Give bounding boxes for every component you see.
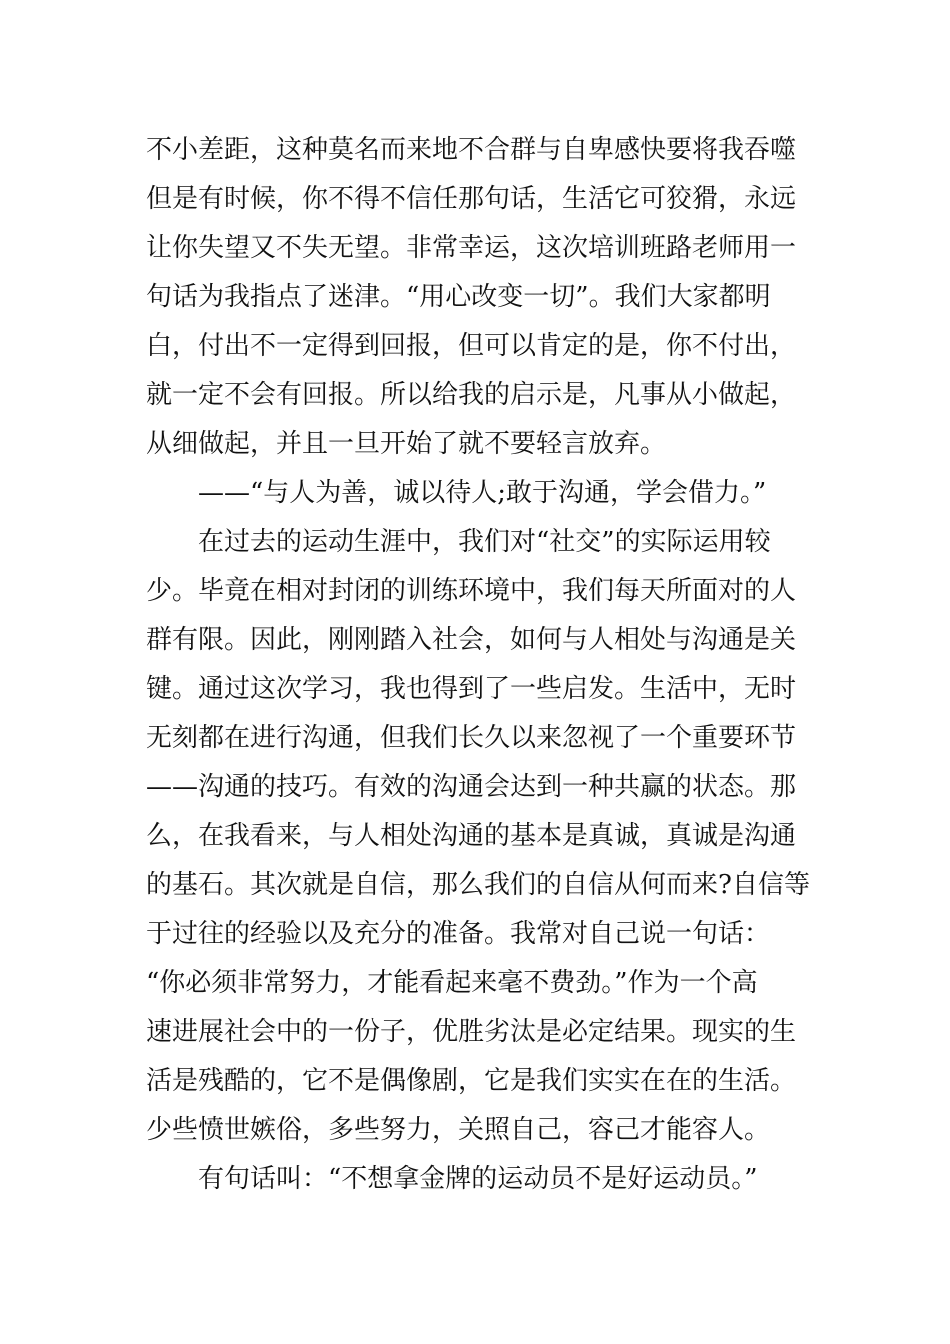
text-line: 就一定不会有回报。所以给我的启示是，凡事从小做起， (146, 380, 797, 410)
text-line: 少些愤世嫉俗，多些努力，关照自己，容己才能容人。 (146, 1115, 771, 1145)
text-line: 活是残酷的，它不是偶像剧，它是我们实实在在的生活。 (146, 1066, 797, 1096)
text-line: 不小差距，这种莫名而来地不合群与自卑感快要将我吞噬 (146, 135, 797, 165)
text-line: 无刻都在进行沟通，但我们长久以来忽视了一个重要环节 (146, 723, 797, 753)
text-line: 少。毕竟在相对封闭的训练环境中，我们每天所面对的人 (146, 576, 797, 606)
text-line: 么，在我看来，与人相处沟通的基本是真诚，真诚是沟通 (146, 821, 797, 851)
text-line: ——沟通的技巧。有效的沟通会达到一种共赢的状态。那 (146, 772, 797, 802)
paragraph-3 (146, 1155, 816, 1204)
text-line: 群有限。因此，刚刚踏入社会，如何与人相处与沟通是关 (146, 625, 797, 655)
text-line: 在过去的运动生涯中，我们对“社交”的实际运用较 (198, 527, 771, 557)
text-line: 于过往的经验以及充分的准备。我常对自己说一句话： (146, 919, 771, 949)
text-line: 键。通过这次学习，我也得到了一些启发。生活中，无时 (146, 674, 797, 704)
text-line: 速进展社会中的一份子，优胜劣汰是必定结果。现实的生 (146, 1017, 797, 1047)
text-line: 但是有时候，你不得不信任那句话，生活它可狡猾，永远 (146, 184, 797, 214)
text-line: 句话为我指点了迷津。“用心改变一切”。我们大家都明 (146, 282, 771, 312)
text-line: 有句话叫：“不想拿金牌的运动员不是好运动员。” (198, 1164, 758, 1194)
section-heading-quote: ——“与人为善，诚以待人;敢于沟通，学会借力。” (198, 478, 767, 508)
text-line: 的基石。其次就是自信，那么我们的自信从何而来?自信等 (146, 870, 810, 900)
text-line: 让你失望又不失无望。非常幸运，这次培训班路老师用一 (146, 233, 797, 263)
document-body (146, 126, 816, 1204)
paragraph-1 (146, 126, 816, 469)
text-line: 从细做起，并且一旦开始了就不要轻言放弃。 (146, 429, 667, 459)
paragraph-2 (146, 518, 816, 1155)
text-line: “你必须非常努力，才能看起来毫不费劲。”作为一个高 (146, 968, 758, 998)
text-line: 白，付出不一定得到回报，但可以肯定的是，你不付出， (146, 331, 797, 361)
